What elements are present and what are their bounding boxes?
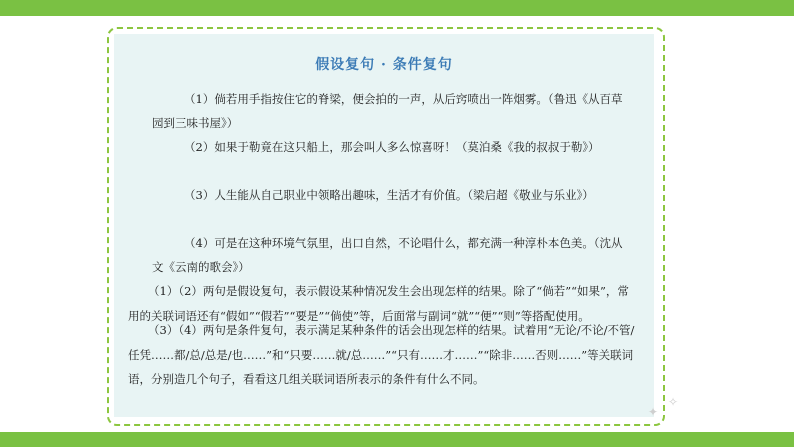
explanation-1: （1）（2）两句是假设复句，表示假设某种情况发生会出现怎样的结果。除了“倘若”“如果”，常用的关联词语还有“假如”“假若”“要是”“倘使”等，后面常与副词“就”“便”“则”等搭配使用。 (128, 284, 629, 323)
example-4: （4）可是在这种环境气氛里，出口自然，不论唱什么，都充满一种淳朴本色美。（沈从文《云南的歌会》） (152, 236, 623, 274)
top-banner (0, 0, 794, 16)
content-panel (114, 34, 654, 417)
sparkle-icon: ✦ (648, 405, 659, 419)
explanation-2: （3）（4）两句是条件复句，表示满足某种条件的话会出现怎样的结果。试着用“无论/不论/不管/任凭……都/总/总是/也……”和“只要……就/总……”“只有……才……”“除非……否则……”等关联词语，分别造几个句子，看看这几组关联词语所表示的条件有什么不同。 (128, 323, 635, 386)
example-3: （3）人生能从自己职业中领略出趣味，生活才有价值。（梁启超《敬业与乐业》） (184, 188, 594, 202)
sparkle-icon: ✧ (668, 395, 679, 409)
page-title: 假设复句 · 条件复句 (315, 57, 453, 73)
example-2: （2）如果于勒竟在这只船上，那会叫人多么惊喜呀！（莫泊桑《我的叔叔于勒》） (184, 140, 600, 154)
bottom-banner (0, 432, 794, 447)
example-1: （1）倘若用手指按住它的脊梁，便会拍的一声，从后窍喷出一阵烟雾。（鲁迅《从百草园到三味书屋》） (152, 92, 623, 130)
